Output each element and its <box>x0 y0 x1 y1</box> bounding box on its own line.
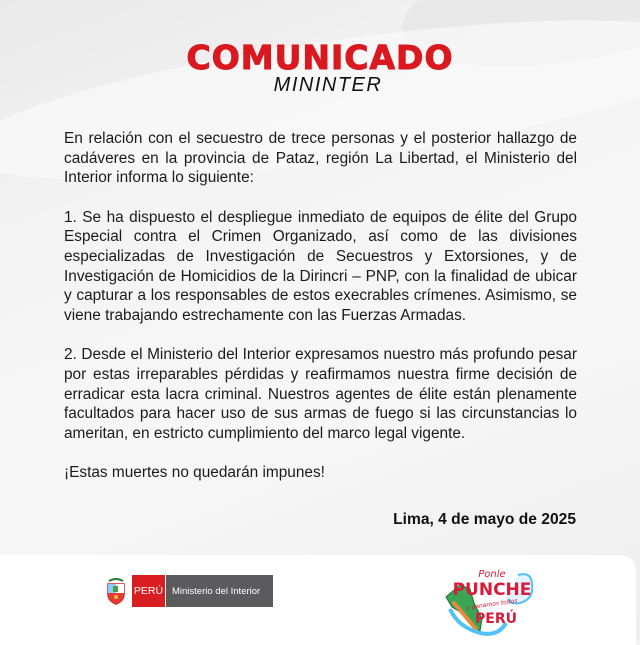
ministry-logo <box>105 575 273 607</box>
date-line: Lima, 4 de mayo de 2025 <box>393 511 576 528</box>
communique-title: COMUNICADO <box>186 38 454 77</box>
ministry-label: Ministerio del Interior <box>165 575 273 607</box>
point-2-paragraph: 2. Desde el Ministerio del Interior expresamos nuestro más profundo pesar por estas irreparables pérdidas y reafirmamos nuestra firme decisión de erradicar esta lacra criminal. Nuestros agentes de élite están plenamente facultados para hacer uso de sus armas de fuego si las circunstancias lo ameritan, en estricto cumplimiento del marco legal vigente. <box>64 346 577 442</box>
intro-paragraph: En relación con el secuestro de trece personas y el posterior hallazgo de cadáveres en la provincia de Pataz, región La Libertad, el Ministerio del Interior informa lo siguiente: <box>64 130 577 187</box>
ponle-punche-logo <box>440 563 540 639</box>
peru-coat-of-arms-icon <box>105 577 127 605</box>
svg-text:PERÚ: PERÚ <box>475 611 517 627</box>
closing-statement: ¡Estas muertes no quedarán impunes! <box>64 464 325 482</box>
communique-body <box>64 129 577 483</box>
svg-text:PUNCHE: PUNCHE <box>452 580 532 600</box>
svg-text:Ponle: Ponle <box>478 569 506 580</box>
footer-logos <box>0 555 636 645</box>
svg-text:y ganamos todos: y ganamos todos <box>465 597 518 612</box>
communique-header <box>0 40 640 97</box>
communique-subtitle: MININTER <box>273 74 383 96</box>
point-1-paragraph: 1. Se ha dispuesto el despliegue inmediato de equipos de élite del Grupo Especial contra el Crimen Organizado, así como de las divisiones especializadas de Investigación de Secuestros y Extorsiones, y de Investigación de Homicidios de la Dirincri – PNP, con la finalidad de ubicar y capturar a los responsables de estos execrables crímenes. Asimismo, se viene trabajando estrechamente con las Fuerzas Armadas. <box>64 208 577 324</box>
peru-label: PERÚ <box>132 575 165 607</box>
